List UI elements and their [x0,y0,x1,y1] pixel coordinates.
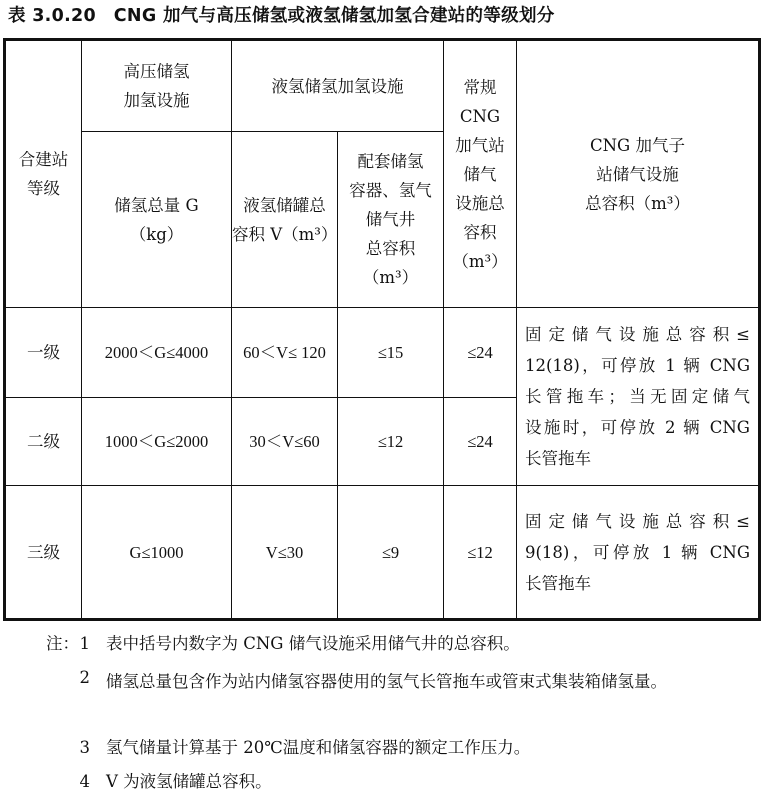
support-volume-cell: ≤9 [338,486,444,620]
header-support-volume: 配套储氢 容器、氢气 储气井 总容积 （m³） [338,132,444,308]
note-text: 表中括号内数字为 CNG 储气设施采用储气井的总容积。 [106,634,520,653]
remark-cell [517,308,760,486]
remark-line: 固定储气设施总容积≤ [525,511,750,531]
note-text: 氢气储量计算基于 20℃温度和储氢容器的额定工作压力。 [106,738,531,757]
remark-line: 12(18)，可停放 1 辆 CNG [525,356,750,375]
note-text: V 为液氢储罐总容积。 [106,772,272,791]
cng-volume-cell: ≤12 [444,486,517,620]
header-high-pressure-group: 高压储氢 加氢设施 [82,40,232,132]
grade-classification-table [3,38,761,621]
remark-line: 长管拖车；当无固定储气 [525,387,750,406]
header-cng-substation-volume: CNG 加气子 站储气设施 总容积（m³） [517,40,760,308]
lh-tank-cell: V≤30 [232,486,338,620]
notes-label: 注： [46,634,79,653]
note-number: 1 [79,634,90,653]
note-text: 储氢总量包含作为站内储氢容器使用的氢气长管拖车或管束式集装箱储氢量。 [106,672,667,691]
remark-line: 设施时，可停放 2 辆 CNG [525,418,750,437]
header-hydrogen-total: 储氢总量 G （kg） [82,132,232,308]
grade-cell: 二级 [5,398,82,486]
note-number: 4 [79,772,90,791]
header-liquid-hydrogen-group: 液氢储氢加氢设施 [232,40,444,132]
note-number: 3 [79,738,90,757]
remark-cell [517,486,760,620]
remark-line: 固定储气设施总容积≤ [525,325,750,344]
lh-tank-cell: 30＜V≤60 [232,398,338,486]
hydrogen-total-cell: G≤1000 [82,486,232,620]
grade-cell: 一级 [5,308,82,398]
remark-line: 长管拖车 [525,449,591,468]
support-volume-cell: ≤12 [338,398,444,486]
cng-volume-cell: ≤24 [444,308,517,398]
hydrogen-total-cell: 1000＜G≤2000 [82,398,232,486]
remark-line: 长管拖车 [525,573,591,593]
grade-cell: 三级 [5,486,82,620]
table-title: 表 3.0.20 CNG 加气与高压储氢或液氢储氢加氢合建站的等级划分 [8,6,555,26]
header-cng-storage-volume: 常规 CNG 加气站 储气 设施总 容积 （m³） [444,40,517,308]
table-row [5,308,760,398]
table-row [5,486,760,620]
note-number: 2 [79,668,90,687]
header-grade: 合建站 等级 [5,40,82,308]
header-lh-tank-volume: 液氢储罐总 容积 V（m³） [232,132,338,308]
support-volume-cell: ≤15 [338,308,444,398]
cng-volume-cell: ≤24 [444,398,517,486]
hydrogen-total-cell: 2000＜G≤4000 [82,308,232,398]
lh-tank-cell: 60＜V≤ 120 [232,308,338,398]
remark-line: 9(18)，可停放 1 辆 CNG [525,542,750,562]
